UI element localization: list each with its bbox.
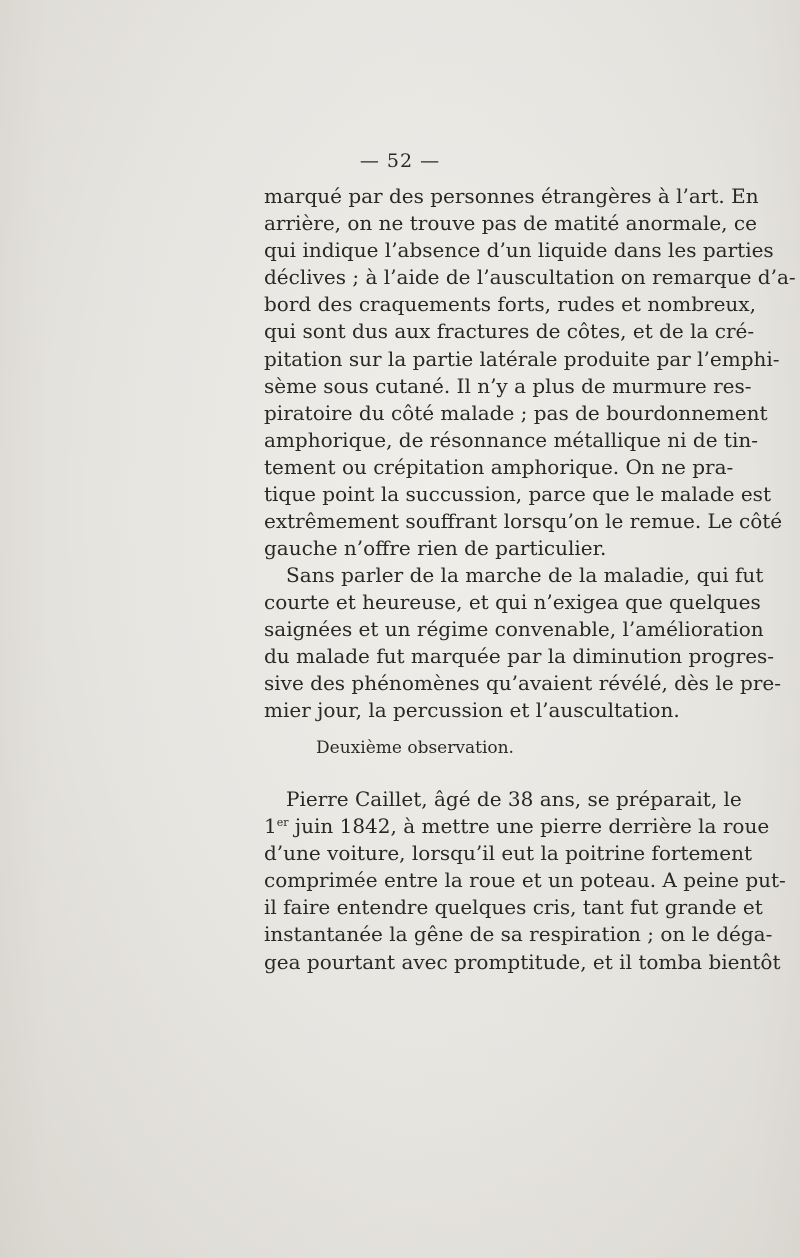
paragraph-1 (264, 183, 796, 562)
page-number: — 52 — (359, 150, 441, 172)
text-line: courte et heureuse, et qui n’exigea que quelques (264, 590, 761, 615)
text-line: Pierre Caillet, âgé de 38 ans, se préparait, le (286, 787, 742, 811)
text-line: sive des phénomènes qu’avaient révélé, dès le pre- (264, 671, 781, 696)
text-line: du malade fut marquée par la diminution progres- (264, 644, 775, 669)
text-line: tique point la succussion, parce que le malade est (264, 482, 771, 507)
text-line: piratoire du côté malade ; pas de bourdonnement (264, 400, 768, 425)
text-line: arrière, on ne trouve pas de matité anormale, ce (264, 211, 757, 236)
text-line: déclives ; à l’aide de l’auscultation on remarque d’a- (264, 265, 796, 290)
text-line: d’une voiture, lorsqu’il eut la poitrine fortement (264, 841, 753, 866)
text-line: bord des craquements forts, rudes et nombreux, (264, 292, 756, 317)
ordinal-number: 1 (264, 814, 277, 839)
ordinal-line-rest: juin 1842, à mettre une pierre derrière la roue (288, 814, 770, 839)
text-line: mier jour, la percussion et l’auscultation. (264, 698, 680, 723)
text-line: comprimée entre la roue et un poteau. A peine put- (264, 868, 786, 893)
ordinal-suffix: er (276, 816, 289, 830)
text-line: Sans parler de la marche de la maladie, qui fut (286, 563, 764, 587)
text-line: sème sous cutané. Il n’y a plus de murmure res- (264, 373, 752, 398)
text-line: il faire entendre quelques cris, tant fut grande et (264, 895, 763, 920)
text-line: marqué par des personnes étrangères à l’art. En (264, 184, 759, 208)
text-line-with-ordinal (264, 813, 770, 840)
text-line: qui indique l’absence d’un liquide dans les parties (264, 238, 774, 263)
section-heading: Deuxième observation. (316, 738, 514, 758)
text-line: saignées et un régime convenable, l’amélioration (264, 617, 764, 642)
text-line: instantanée la gêne de sa respiration ; on le déga- (264, 922, 773, 947)
text-line: gauche n’offre rien de particulier. (264, 536, 607, 561)
text-line: extrêmement souffrant lorsqu’on le remue. Le côté (264, 509, 783, 534)
text-line: qui sont dus aux fractures de côtes, et de la cré- (264, 319, 755, 344)
text-line: pitation sur la partie latérale produite par l’emphi- (264, 346, 780, 371)
paragraph-3 (264, 786, 786, 976)
text-line: tement ou crépitation amphorique. On ne pra- (264, 454, 734, 479)
text-line: gea pourtant avec promptitude, et il tomba bientôt (264, 949, 781, 974)
text-line: amphorique, de résonnance métallique ni de tin- (264, 427, 758, 452)
paragraph-2 (264, 562, 781, 725)
